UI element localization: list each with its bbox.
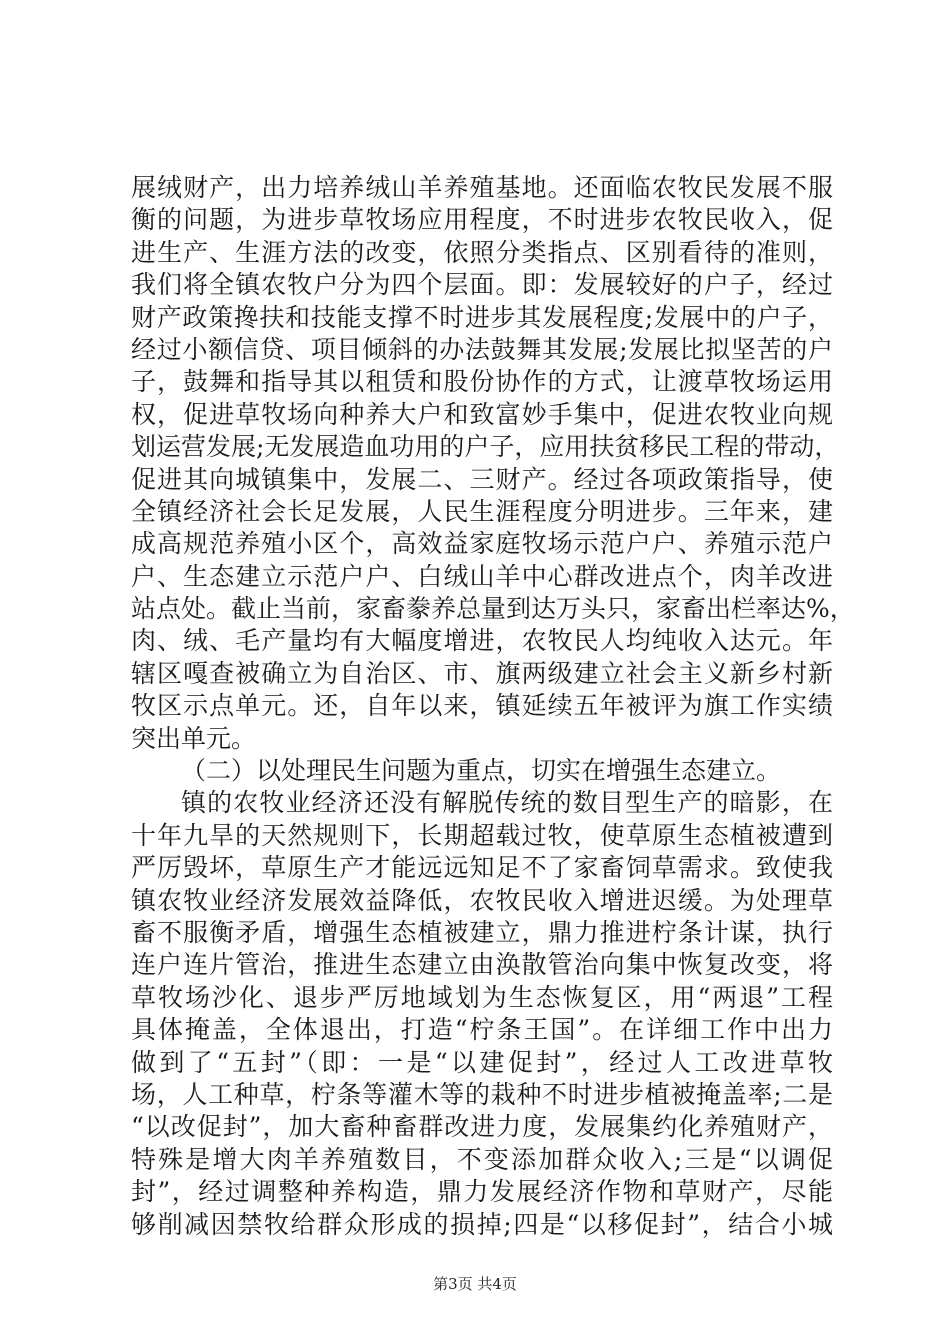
text-line: 突出单元。 <box>131 723 257 753</box>
text-line: 经过小额信贷、项目倾斜的办法鼓舞其发展;发展比拟坚苦的户 <box>131 334 833 364</box>
text-line: 牧区示点单元。还，自年以来，镇延续五年被评为旗工作实绩 <box>131 691 833 721</box>
text-line: 成高规范养殖小区个，高效益家庭牧场示范户户、养殖示范户 <box>131 529 833 559</box>
text-line: 十年九旱的天然规则下，长期超载过牧，使草原生态植被遭到 <box>131 820 833 850</box>
section-heading: （二）以处理民生问题为重点，切实在增强生态建立。 <box>181 756 782 786</box>
text-line: 促进其向城镇集中，发展二、三财产。经过各项政策指导，使 <box>131 464 833 494</box>
text-line: 镇农牧业经济发展效益降低，农牧民收入增进迟缓。为处理草 <box>131 885 833 915</box>
text-line: 进生产、生涯方法的改变，依照分类指点、区别看待的准则， <box>131 237 833 267</box>
text-line: 畜不服衡矛盾，增强生态植被建立，鼎力推进柠条计谋，执行 <box>131 917 833 947</box>
text-line: 封”，经过调整种养构造，鼎力发展经济作物和草财产，尽能 <box>131 1177 833 1207</box>
text-line: 镇的农牧业经济还没有解脱传统的数目型生产的暗影，在 <box>181 788 833 818</box>
text-line: 够削减因禁牧给群众形成的损掉;四是“以移促封”，结合小城 <box>131 1209 833 1239</box>
text-line: 场，人工种草，柠条等灌木等的栽种不时进步植被掩盖率;二是 <box>131 1079 833 1109</box>
text-line: 做到了“五封”（即：一是“以建促封”，经过人工改进草牧 <box>131 1047 833 1077</box>
text-line: 权，促进草牧场向种养大户和致富妙手集中，促进农牧业向规 <box>131 399 833 429</box>
text-line: “以改促封”，加大畜种畜群改进力度，发展集约化养殖财产， <box>131 1112 833 1142</box>
text-line: 户、生态建立示范户户、白绒山羊中心群改进点个，肉羊改进 <box>131 561 833 591</box>
text-line: 具体掩盖，全体退出，打造“柠条王国”。在详细工作中出力 <box>131 1015 833 1045</box>
text-line: 草牧场沙化、退步严厉地域划为生态恢复区，用“两退”工程 <box>131 982 833 1012</box>
text-line: 展绒财产，出力培养绒山羊养殖基地。还面临农牧民发展不服 <box>131 173 833 202</box>
page-number-footer: 第3页 共4页 <box>433 1275 517 1293</box>
document-body <box>131 172 855 1241</box>
text-line: 子，鼓舞和指导其以租赁和股份协作的方式，让渡草牧场运用 <box>131 367 833 397</box>
text-line: 划运营发展;无发展造血功用的户子，应用扶贫移民工程的带动， <box>131 432 840 462</box>
text-line: 连户连片管治，推进生态建立由涣散管治向集中恢复改变，将 <box>131 950 833 980</box>
text-line: 衡的问题，为进步草牧场应用程度，不时进步农牧民收入，促 <box>131 205 833 235</box>
text-line: 特殊是增大肉羊养殖数目，不变添加群众收入;三是“以调促 <box>131 1144 833 1174</box>
text-line: 肉、绒、毛产量均有大幅度增进，农牧民人均纯收入达元。年 <box>131 626 833 656</box>
text-line: 全镇经济社会长足发展，人民生涯程度分明进步。三年来，建 <box>131 496 833 526</box>
text-line: 严厉毁坏，草原生产才能远远知足不了家畜饲草需求。致使我 <box>131 853 833 883</box>
text-line: 财产政策搀扶和技能支撑不时进步其发展程度;发展中的户子， <box>131 302 833 332</box>
text-line: 我们将全镇农牧户分为四个层面。即：发展较好的户子，经过 <box>131 270 833 300</box>
text-line: 辖区嘎查被确立为自治区、市、旗两级建立社会主义新乡村新 <box>131 658 833 688</box>
text-line: 站点处。截止当前，家畜豢养总量到达万头只，家畜出栏率达%， <box>131 594 855 624</box>
